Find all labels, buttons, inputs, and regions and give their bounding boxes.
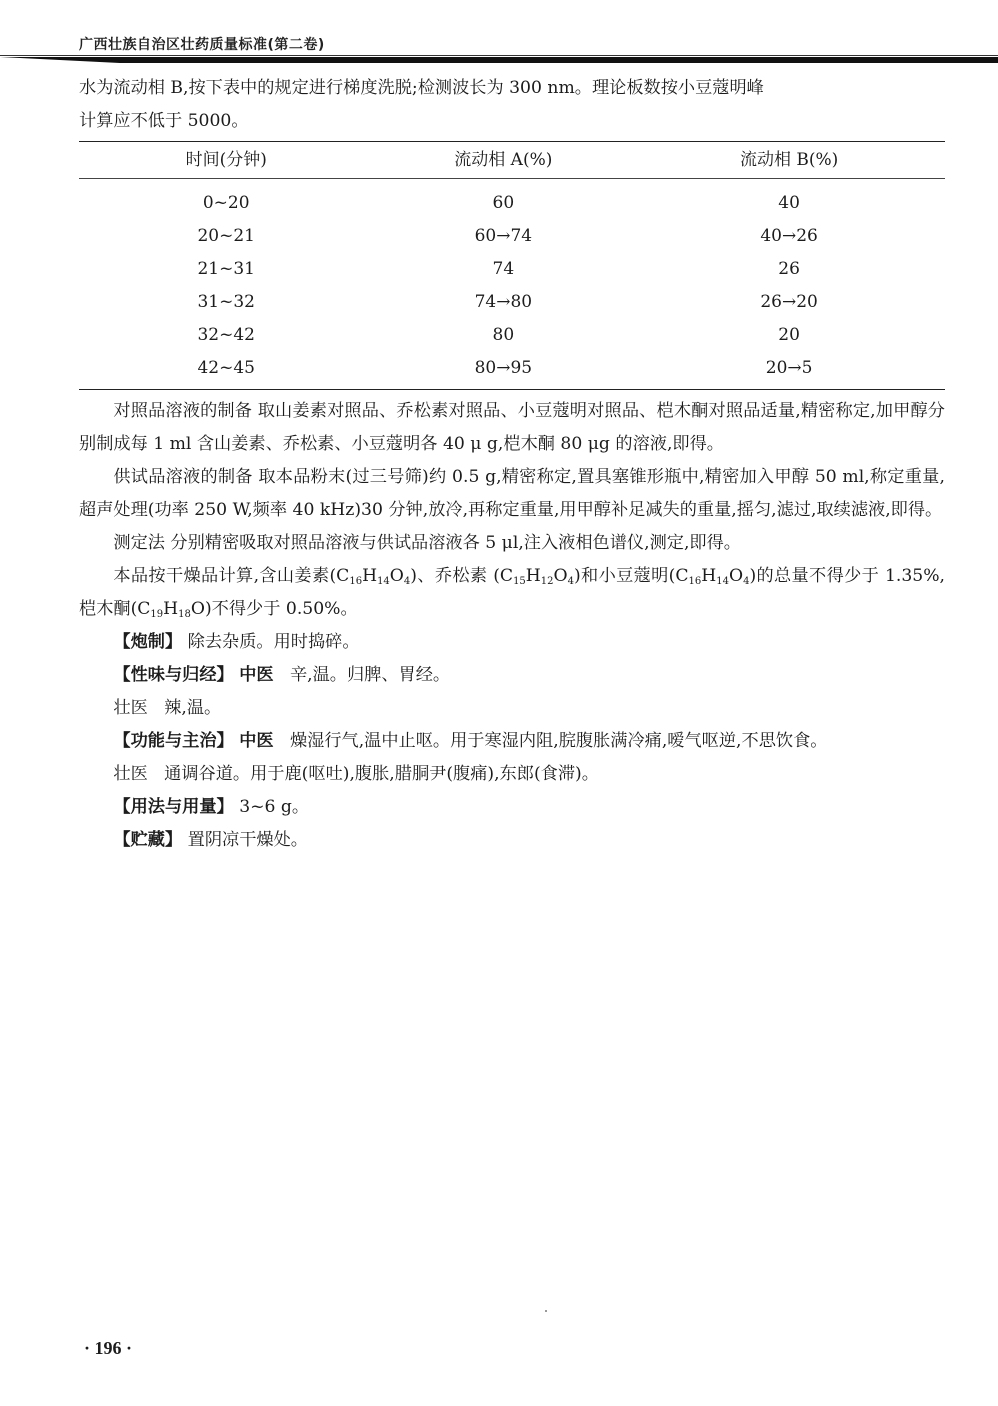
table-row <box>79 220 945 253</box>
dosage-text: 3~6 g。 <box>239 797 310 817</box>
nature-section <box>79 659 945 692</box>
test-solution-paragraph: 供试品溶液的制备 取本品粉末(过三号筛)约 0.5 g,精密称定,置具塞锥形瓶中,精密加入甲醇 50 ml,称定重量,超声处理(功率 250 W,频率 40 kHz)30 分钟,放冷,再称定重量,用甲醇补足减失的重量,摇匀,滤过,取续滤液,即得。 <box>79 467 945 520</box>
dosage-section <box>79 791 945 824</box>
functions-zhuang-label: 壮医 <box>113 764 148 784</box>
header-rule-thick <box>0 57 998 63</box>
nature-zhuang-label: 壮医 <box>113 698 148 718</box>
functions-label: 【功能与主治】 <box>113 731 234 751</box>
functions-section <box>79 725 945 758</box>
scan-speck <box>545 1310 547 1312</box>
running-header: 广西壮族自治区壮药质量标准(第二卷) <box>79 37 325 53</box>
intro-line-2: 计算应不低于 5000。 <box>79 111 249 131</box>
nature-tcm-label: 中医 <box>239 665 274 685</box>
col-header-phase-b: 流动相 B(%) <box>633 142 945 179</box>
table-row <box>79 352 945 390</box>
nature-zhuang-text: 辣,温。 <box>164 698 222 718</box>
gradient-table <box>79 141 945 390</box>
cell-phase-b: 20→5 <box>633 352 945 390</box>
page-body <box>79 72 945 857</box>
table-row <box>79 319 945 352</box>
col-header-time: 时间(分钟) <box>79 142 373 179</box>
functions-zhuang-text: 通调谷道。用于鹿(呕吐),腹胀,腊胴尹(腹痛),东郎(食滞)。 <box>164 764 599 784</box>
cell-phase-a: 74→80 <box>474 292 533 312</box>
page-number: · 196 · <box>84 1338 133 1358</box>
cell-phase-a: 60 <box>492 193 515 213</box>
method-paragraph: 测定法 分别精密吸取对照品溶液与供试品溶液各 5 μl,注入液相色谱仪,测定,即得。 <box>113 533 741 553</box>
cell-time: 0~20 <box>202 193 250 213</box>
storage-text: 置阴凉干燥处。 <box>187 830 308 850</box>
cell-time: 20~21 <box>197 226 255 246</box>
cell-phase-b: 40 <box>778 193 800 213</box>
table-row <box>79 286 945 319</box>
cell-time: 21~31 <box>197 259 255 279</box>
col-header-phase-a: 流动相 A(%) <box>373 142 633 179</box>
cell-phase-b: 26 <box>778 259 800 279</box>
dosage-label: 【用法与用量】 <box>113 797 234 817</box>
cell-phase-a: 80→95 <box>373 352 633 390</box>
cell-phase-b: 20 <box>778 325 800 345</box>
cell-phase-b: 26→20 <box>760 292 818 312</box>
nature-label: 【性味与归经】 <box>113 665 234 685</box>
reference-solution-paragraph: 对照品溶液的制备 取山姜素对照品、乔松素对照品、小豆蔻明对照品、桤木酮对照品适量,精密称定,加甲醇分别制成每 1 ml 含山姜素、乔松素、小豆蔻明各 40 μ g,桤木酮 80 μg 的溶液,即得。 <box>79 401 945 454</box>
header-rule <box>0 55 998 56</box>
storage-label: 【贮藏】 <box>113 830 183 850</box>
cell-time: 42~45 <box>79 352 373 390</box>
table-row <box>79 179 945 221</box>
table-header-row <box>79 142 945 179</box>
functions-zhuang-section <box>79 758 945 791</box>
processing-label: 【炮制】 <box>113 632 183 652</box>
cell-phase-a: 60→74 <box>474 226 533 246</box>
cell-phase-a: 80 <box>492 325 515 345</box>
nature-zhuang-section <box>79 692 945 725</box>
storage-section <box>79 824 945 857</box>
cell-phase-a: 74 <box>492 259 515 279</box>
cell-time: 31~32 <box>197 292 255 312</box>
functions-tcm-label: 中医 <box>239 731 274 751</box>
nature-tcm-text: 辛,温。归脾、胃经。 <box>289 665 451 685</box>
processing-text: 除去杂质。用时捣碎。 <box>187 632 360 652</box>
intro-line-1: 水为流动相 B,按下表中的规定进行梯度洗脱;检测波长为 300 nm。理论板数按小豆蔻明峰 <box>79 78 764 98</box>
table-row <box>79 253 945 286</box>
functions-tcm-text: 燥湿行气,温中止呕。用于寒湿内阻,脘腹胀满冷痛,嗳气呕逆,不思饮食。 <box>289 731 828 751</box>
content-limit-paragraph: 本品按干燥品计算,含山姜素$(C_{16}H_{14}O_4)$、乔松素 $(C_{15}H_{12}O_4)$和小豆蔻明$(C_{16}H_{14}O_4)$的总量不得少于 1.35%,桤木酮$(C_{19}H_{18}O)$不得少于 0.50%。 <box>79 566 946 620</box>
cell-phase-b: 40→26 <box>760 226 818 246</box>
cell-time: 32~42 <box>197 325 255 345</box>
processing-section <box>79 626 945 659</box>
